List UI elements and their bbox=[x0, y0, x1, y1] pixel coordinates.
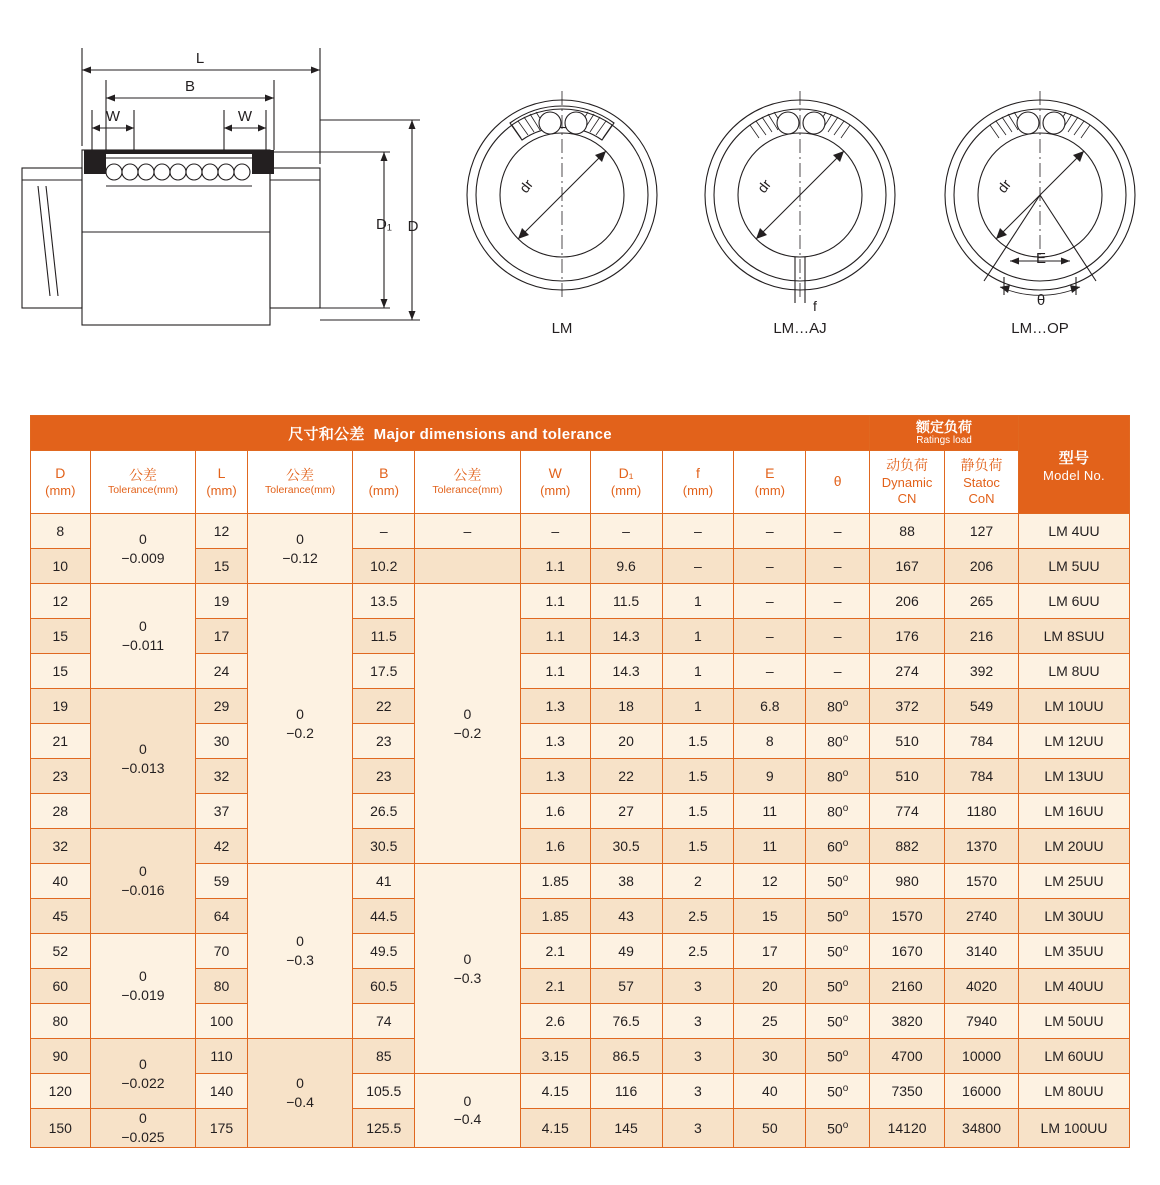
cell-f: 1.5 bbox=[662, 759, 734, 794]
cell-model: LM 8UU bbox=[1018, 654, 1129, 689]
cell-B: 41 bbox=[353, 864, 415, 899]
cell-D: 19 bbox=[31, 689, 91, 724]
specs-table-wrap bbox=[30, 415, 1130, 1148]
cell-f: 1 bbox=[662, 654, 734, 689]
cell-E: – bbox=[734, 619, 806, 654]
cell-W: 1.3 bbox=[520, 689, 590, 724]
cell-B: 74 bbox=[353, 1004, 415, 1039]
cell-D1: 20 bbox=[590, 724, 662, 759]
cell-D1: 116 bbox=[590, 1074, 662, 1109]
cell-f: 3 bbox=[662, 1004, 734, 1039]
cell-static: 127 bbox=[945, 514, 1019, 549]
cell-model: LM 16UU bbox=[1018, 794, 1129, 829]
table-row bbox=[31, 1039, 1130, 1074]
cell-dynamic: 88 bbox=[870, 514, 945, 549]
cell-L: 29 bbox=[196, 689, 247, 724]
cell-f: 1.5 bbox=[662, 724, 734, 759]
cell-D: 90 bbox=[31, 1039, 91, 1074]
cell-static: 1570 bbox=[945, 864, 1019, 899]
cell-D1: 27 bbox=[590, 794, 662, 829]
table-header-row bbox=[31, 451, 1130, 514]
cell-D: 15 bbox=[31, 619, 91, 654]
cell-static: 3140 bbox=[945, 934, 1019, 969]
cell-dynamic: 372 bbox=[870, 689, 945, 724]
cell-D: 52 bbox=[31, 934, 91, 969]
cell-theta: 50$^o$ bbox=[806, 969, 870, 1004]
cell-L: 110 bbox=[196, 1039, 247, 1074]
cell-static: 784 bbox=[945, 724, 1019, 759]
cell-static: 2740 bbox=[945, 899, 1019, 934]
cell-D: 12 bbox=[31, 584, 91, 619]
cell-model: LM 25UU bbox=[1018, 864, 1129, 899]
cell-static: 784 bbox=[945, 759, 1019, 794]
cell-static: 265 bbox=[945, 584, 1019, 619]
cell-dynamic: 176 bbox=[870, 619, 945, 654]
cell-D1: 22 bbox=[590, 759, 662, 794]
cell-theta: 50$^o$ bbox=[806, 1074, 870, 1109]
cell-tolerance-B: 0 −0.3 bbox=[415, 864, 521, 1074]
col-header-3: L (mm) bbox=[196, 451, 247, 514]
table-row bbox=[31, 724, 1130, 759]
cell-B: 105.5 bbox=[353, 1074, 415, 1109]
cell-D1: 11.5 bbox=[590, 584, 662, 619]
table-row bbox=[31, 584, 1130, 619]
cell-static: 549 bbox=[945, 689, 1019, 724]
cell-dynamic: 7350 bbox=[870, 1074, 945, 1109]
caption-lm: LM bbox=[551, 320, 573, 337]
cell-D: 32 bbox=[31, 829, 91, 864]
header-dimensions: 尺寸和公差 Major dimensions and tolerance bbox=[31, 416, 870, 451]
col-header-7: W (mm) bbox=[520, 451, 590, 514]
col-header-1: D (mm) bbox=[31, 451, 91, 514]
table-row bbox=[31, 899, 1130, 934]
cell-W: 1.1 bbox=[520, 654, 590, 689]
cell-W: 1.3 bbox=[520, 724, 590, 759]
cell-D: 28 bbox=[31, 794, 91, 829]
col-header-9: f (mm) bbox=[662, 451, 734, 514]
cell-B: 22 bbox=[353, 689, 415, 724]
cell-E: 6.8 bbox=[734, 689, 806, 724]
cell-static: 7940 bbox=[945, 1004, 1019, 1039]
specs-table bbox=[30, 415, 1130, 1148]
cell-dynamic: 1670 bbox=[870, 934, 945, 969]
cell-L: 100 bbox=[196, 1004, 247, 1039]
cell-f: – bbox=[662, 549, 734, 584]
cell-dynamic: 3820 bbox=[870, 1004, 945, 1039]
table-group-header-row bbox=[31, 416, 1130, 451]
table-row bbox=[31, 654, 1130, 689]
cell-B: 23 bbox=[353, 759, 415, 794]
cell-f: 3 bbox=[662, 1109, 734, 1148]
cell-W: 2.1 bbox=[520, 969, 590, 1004]
cell-theta: – bbox=[806, 654, 870, 689]
cell-tolerance-B bbox=[415, 549, 521, 584]
cell-E: – bbox=[734, 584, 806, 619]
cell-B: 44.5 bbox=[353, 899, 415, 934]
cell-W: 3.15 bbox=[520, 1039, 590, 1074]
cell-D1: 86.5 bbox=[590, 1039, 662, 1074]
label-D: D bbox=[407, 218, 419, 235]
cell-D: 21 bbox=[31, 724, 91, 759]
cell-model: LM 12UU bbox=[1018, 724, 1129, 759]
cell-f: 1 bbox=[662, 619, 734, 654]
cell-theta: 60$^o$ bbox=[806, 829, 870, 864]
label-L: L bbox=[195, 50, 205, 67]
cell-B: 125.5 bbox=[353, 1109, 415, 1148]
cell-E: 8 bbox=[734, 724, 806, 759]
cell-theta: – bbox=[806, 584, 870, 619]
cell-dynamic: 510 bbox=[870, 759, 945, 794]
cell-dynamic: 1570 bbox=[870, 899, 945, 934]
cell-model: LM 6UU bbox=[1018, 584, 1129, 619]
cell-D1: 30.5 bbox=[590, 829, 662, 864]
cell-dynamic: 980 bbox=[870, 864, 945, 899]
cell-D1: 9.6 bbox=[590, 549, 662, 584]
cell-theta: 50$^o$ bbox=[806, 1004, 870, 1039]
cell-D1: 14.3 bbox=[590, 654, 662, 689]
table-row bbox=[31, 794, 1130, 829]
cell-tolerance-B: 0 −0.4 bbox=[415, 1074, 521, 1148]
cell-D1: 14.3 bbox=[590, 619, 662, 654]
cell-W: 1.1 bbox=[520, 549, 590, 584]
label-D1: D₁ bbox=[376, 216, 392, 233]
caption-lm-aj: LM…AJ bbox=[773, 320, 827, 337]
table-row bbox=[31, 759, 1130, 794]
cell-L: 15 bbox=[196, 549, 247, 584]
cell-L: 59 bbox=[196, 864, 247, 899]
table-row bbox=[31, 969, 1130, 1004]
cell-theta: – bbox=[806, 619, 870, 654]
col-header-2: 公差 Tolerance(mm) bbox=[90, 451, 196, 514]
cell-W: 1.85 bbox=[520, 899, 590, 934]
cell-D: 80 bbox=[31, 1004, 91, 1039]
cell-model: LM 100UU bbox=[1018, 1109, 1129, 1148]
col-header-13: 静负荷 Statoc CoN bbox=[945, 451, 1019, 514]
cell-B: 60.5 bbox=[353, 969, 415, 1004]
cell-E: 12 bbox=[734, 864, 806, 899]
label-dr-lm: dr bbox=[515, 176, 537, 196]
cell-L: 70 bbox=[196, 934, 247, 969]
cell-E: 20 bbox=[734, 969, 806, 1004]
cell-L: 17 bbox=[196, 619, 247, 654]
cell-D: 8 bbox=[31, 514, 91, 549]
cell-W: 4.15 bbox=[520, 1074, 590, 1109]
table-row bbox=[31, 864, 1130, 899]
cell-f: 1 bbox=[662, 689, 734, 724]
cell-B: – bbox=[353, 514, 415, 549]
cell-D1: 18 bbox=[590, 689, 662, 724]
cell-theta: – bbox=[806, 514, 870, 549]
cell-model: LM 30UU bbox=[1018, 899, 1129, 934]
cell-model: LM 60UU bbox=[1018, 1039, 1129, 1074]
cell-f: 3 bbox=[662, 969, 734, 1004]
table-row bbox=[31, 934, 1130, 969]
cell-theta: 80$^o$ bbox=[806, 794, 870, 829]
cell-model: LM 40UU bbox=[1018, 969, 1129, 1004]
cell-dynamic: 274 bbox=[870, 654, 945, 689]
cell-tolerance-L: 0 −0.12 bbox=[247, 514, 353, 584]
cell-model: LM 20UU bbox=[1018, 829, 1129, 864]
cell-D: 10 bbox=[31, 549, 91, 584]
cell-static: 16000 bbox=[945, 1074, 1019, 1109]
cell-E: 9 bbox=[734, 759, 806, 794]
table-row bbox=[31, 549, 1130, 584]
label-B: B bbox=[184, 78, 195, 95]
cell-L: 42 bbox=[196, 829, 247, 864]
cell-D: 40 bbox=[31, 864, 91, 899]
cell-theta: 50$^o$ bbox=[806, 864, 870, 899]
label-f: f bbox=[813, 298, 817, 314]
cell-E: 30 bbox=[734, 1039, 806, 1074]
cell-tolerance-D: 0 −0.025 bbox=[90, 1109, 196, 1148]
cell-D: 45 bbox=[31, 899, 91, 934]
cell-static: 10000 bbox=[945, 1039, 1019, 1074]
cell-theta: 80$^o$ bbox=[806, 689, 870, 724]
col-header-4: 公差 Tolerance(mm) bbox=[247, 451, 353, 514]
cell-D1: 38 bbox=[590, 864, 662, 899]
col-header-6: 公差 Tolerance(mm) bbox=[415, 451, 521, 514]
cell-D1: 145 bbox=[590, 1109, 662, 1148]
cell-W: 1.6 bbox=[520, 794, 590, 829]
cell-W: – bbox=[520, 514, 590, 549]
cell-model: LM 5UU bbox=[1018, 549, 1129, 584]
cell-dynamic: 206 bbox=[870, 584, 945, 619]
cell-f: 2.5 bbox=[662, 934, 734, 969]
cell-D1: 49 bbox=[590, 934, 662, 969]
cell-B: 26.5 bbox=[353, 794, 415, 829]
cell-tolerance-L: 0 −0.2 bbox=[247, 584, 353, 864]
cell-B: 30.5 bbox=[353, 829, 415, 864]
cell-E: – bbox=[734, 514, 806, 549]
cell-L: 32 bbox=[196, 759, 247, 794]
cell-tolerance-D: 0 −0.019 bbox=[90, 934, 196, 1039]
cell-E: 17 bbox=[734, 934, 806, 969]
cell-E: 40 bbox=[734, 1074, 806, 1109]
cell-model: LM 50UU bbox=[1018, 1004, 1129, 1039]
cell-dynamic: 510 bbox=[870, 724, 945, 759]
table-row bbox=[31, 689, 1130, 724]
cell-tolerance-D: 0 −0.011 bbox=[90, 584, 196, 689]
cell-tolerance-D: 0 −0.013 bbox=[90, 689, 196, 829]
table-row bbox=[31, 829, 1130, 864]
cell-W: 1.1 bbox=[520, 584, 590, 619]
cell-f: 2 bbox=[662, 864, 734, 899]
cell-f: 1.5 bbox=[662, 794, 734, 829]
cell-W: 2.1 bbox=[520, 934, 590, 969]
cell-theta: 50$^o$ bbox=[806, 899, 870, 934]
cell-B: 85 bbox=[353, 1039, 415, 1074]
cell-B: 17.5 bbox=[353, 654, 415, 689]
label-W-left: W bbox=[105, 108, 121, 125]
cell-tolerance-L: 0 −0.4 bbox=[247, 1039, 353, 1148]
cell-W: 1.6 bbox=[520, 829, 590, 864]
cell-tolerance-D: 0 −0.022 bbox=[90, 1039, 196, 1109]
cell-W: 1.85 bbox=[520, 864, 590, 899]
cell-D: 120 bbox=[31, 1074, 91, 1109]
header-model: 型号 Model No. bbox=[1018, 416, 1129, 514]
cell-tolerance-B: 0 −0.2 bbox=[415, 584, 521, 864]
cell-static: 34800 bbox=[945, 1109, 1019, 1148]
cell-L: 37 bbox=[196, 794, 247, 829]
col-header-10: E (mm) bbox=[734, 451, 806, 514]
cell-L: 24 bbox=[196, 654, 247, 689]
cell-model: LM 10UU bbox=[1018, 689, 1129, 724]
cell-E: 11 bbox=[734, 794, 806, 829]
cell-E: 25 bbox=[734, 1004, 806, 1039]
cell-D1: 43 bbox=[590, 899, 662, 934]
cell-dynamic: 882 bbox=[870, 829, 945, 864]
cell-model: LM 13UU bbox=[1018, 759, 1129, 794]
col-header-12: 动负荷 Dynamic CN bbox=[870, 451, 945, 514]
cell-dynamic: 774 bbox=[870, 794, 945, 829]
cell-D: 15 bbox=[31, 654, 91, 689]
cell-model: LM 8SUU bbox=[1018, 619, 1129, 654]
cell-W: 1.3 bbox=[520, 759, 590, 794]
cell-dynamic: 167 bbox=[870, 549, 945, 584]
cell-W: 1.1 bbox=[520, 619, 590, 654]
col-header-5: B (mm) bbox=[353, 451, 415, 514]
cell-E: – bbox=[734, 549, 806, 584]
cell-L: 140 bbox=[196, 1074, 247, 1109]
cell-dynamic: 14120 bbox=[870, 1109, 945, 1148]
cell-D: 150 bbox=[31, 1109, 91, 1148]
cell-f: 2.5 bbox=[662, 899, 734, 934]
cell-B: 23 bbox=[353, 724, 415, 759]
cell-static: 1370 bbox=[945, 829, 1019, 864]
table-row bbox=[31, 1109, 1130, 1148]
cell-static: 216 bbox=[945, 619, 1019, 654]
label-theta: θ bbox=[1036, 292, 1046, 309]
cell-D1: – bbox=[590, 514, 662, 549]
cell-L: 30 bbox=[196, 724, 247, 759]
col-header-8: D₁ (mm) bbox=[590, 451, 662, 514]
technical-drawings bbox=[0, 0, 1160, 395]
cell-D: 23 bbox=[31, 759, 91, 794]
cell-L: 175 bbox=[196, 1109, 247, 1148]
cell-static: 392 bbox=[945, 654, 1019, 689]
cell-W: 4.15 bbox=[520, 1109, 590, 1148]
cell-model: LM 4UU bbox=[1018, 514, 1129, 549]
table-row bbox=[31, 1004, 1130, 1039]
cell-static: 1180 bbox=[945, 794, 1019, 829]
cell-theta: 80$^o$ bbox=[806, 724, 870, 759]
cell-D1: 57 bbox=[590, 969, 662, 1004]
cell-theta: 50$^o$ bbox=[806, 934, 870, 969]
cell-B: 10.2 bbox=[353, 549, 415, 584]
header-ratings: 额定负荷 Ratings load bbox=[870, 416, 1019, 451]
cell-L: 80 bbox=[196, 969, 247, 1004]
caption-lm-op: LM…OP bbox=[1011, 320, 1069, 337]
cell-D1: 76.5 bbox=[590, 1004, 662, 1039]
cell-tolerance-D: 0 −0.016 bbox=[90, 829, 196, 934]
table-row bbox=[31, 514, 1130, 549]
cell-W: 2.6 bbox=[520, 1004, 590, 1039]
cell-static: 206 bbox=[945, 549, 1019, 584]
cell-E: 15 bbox=[734, 899, 806, 934]
cell-D: 60 bbox=[31, 969, 91, 1004]
table-row bbox=[31, 619, 1130, 654]
cell-L: 12 bbox=[196, 514, 247, 549]
cell-E: 50 bbox=[734, 1109, 806, 1148]
cell-theta: 50$^o$ bbox=[806, 1109, 870, 1148]
cell-f: 3 bbox=[662, 1074, 734, 1109]
cell-tolerance-D: 0 −0.009 bbox=[90, 514, 196, 584]
cell-dynamic: 2160 bbox=[870, 969, 945, 1004]
table-row bbox=[31, 1074, 1130, 1109]
cell-E: – bbox=[734, 654, 806, 689]
col-header-11: θ bbox=[806, 451, 870, 514]
cell-B: 11.5 bbox=[353, 619, 415, 654]
cell-L: 19 bbox=[196, 584, 247, 619]
cell-model: LM 35UU bbox=[1018, 934, 1129, 969]
cell-theta: 50$^o$ bbox=[806, 1039, 870, 1074]
cell-theta: – bbox=[806, 549, 870, 584]
cell-model: LM 80UU bbox=[1018, 1074, 1129, 1109]
cell-tolerance-B: – bbox=[415, 514, 521, 549]
cell-theta: 80$^o$ bbox=[806, 759, 870, 794]
cell-E: 11 bbox=[734, 829, 806, 864]
label-dr-op: dr bbox=[993, 176, 1015, 196]
label-W-right: W bbox=[237, 108, 253, 125]
cell-tolerance-L: 0 −0.3 bbox=[247, 864, 353, 1039]
label-dr-aj: dr bbox=[753, 176, 775, 196]
cell-f: 3 bbox=[662, 1039, 734, 1074]
cell-f: 1.5 bbox=[662, 829, 734, 864]
cell-B: 13.5 bbox=[353, 584, 415, 619]
cell-B: 49.5 bbox=[353, 934, 415, 969]
cell-f: – bbox=[662, 514, 734, 549]
cell-L: 64 bbox=[196, 899, 247, 934]
cell-static: 4020 bbox=[945, 969, 1019, 1004]
cell-dynamic: 4700 bbox=[870, 1039, 945, 1074]
label-E: E bbox=[1035, 250, 1046, 267]
cell-f: 1 bbox=[662, 584, 734, 619]
